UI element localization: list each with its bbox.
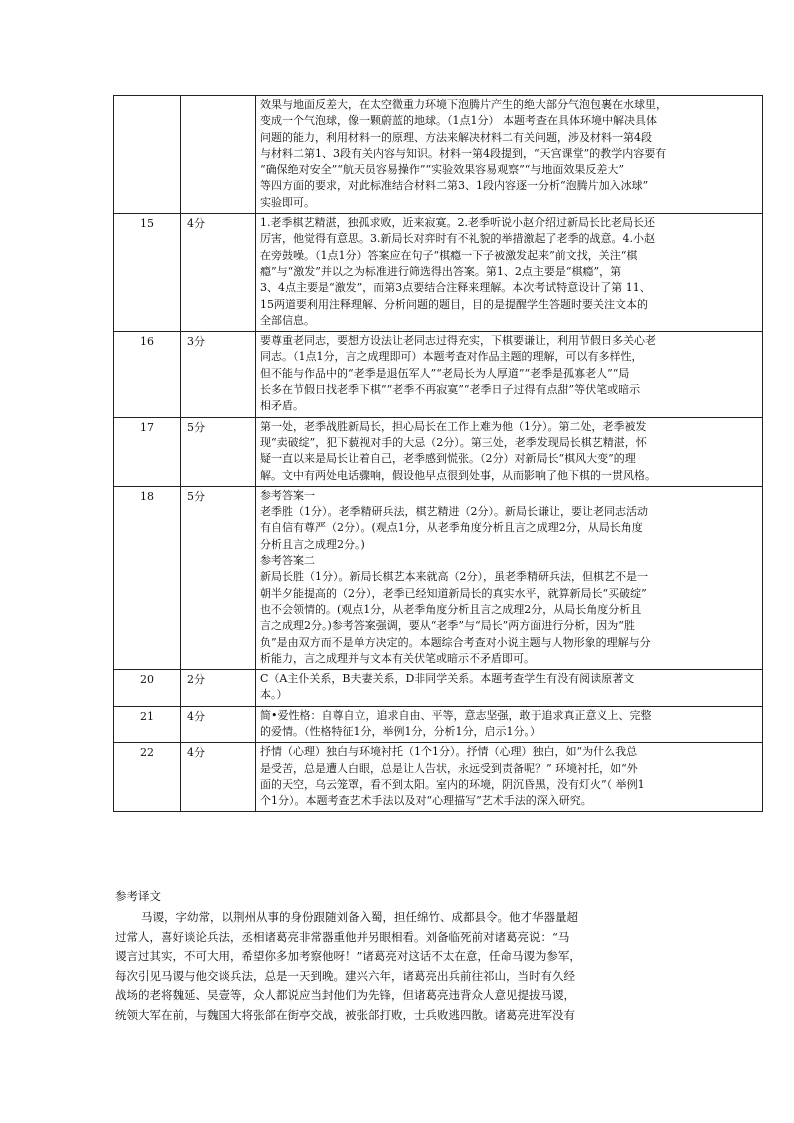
translation-line: 马谡，字幼常，以荆州从事的身份跟随刘备入蜀，担任绵竹、成都县令。他才华器量超: [141, 910, 578, 924]
answer-content: [256, 670, 763, 707]
score: 3分: [181, 332, 256, 417]
question-number: 20: [114, 670, 181, 707]
score: 4分: [181, 214, 256, 332]
answer-line: 但不能与作品中的“老季是退伍军人”“老局长为人厚道”“老季是孤寡老人”“局: [260, 366, 630, 380]
question-number: 16: [114, 332, 181, 417]
answer-line: 是受苦，总是遭人白眼，总是让人告状，永远受到责备呢？” 环境衬托，如“外: [260, 761, 638, 775]
answer-line: 全部信息。: [260, 313, 315, 327]
question-number: 17: [114, 417, 181, 486]
translation-line: 战场的老将魏延、吴壹等，众人都说应当封他们为先锋，但诸葛亮违背众人意见提拔马谡，: [115, 988, 575, 1003]
table-row: [114, 332, 763, 417]
answer-line: 个1分）。本题考查艺术手法以及对“心理描写”艺术手法的深入研究。: [260, 794, 592, 808]
question-number: 22: [114, 743, 181, 812]
table-row: [114, 486, 763, 669]
answer-line: 1.老季棋艺精湛，独孤求败，近来寂寞。2.老季听说小赵介绍过新局长比老局长还: [260, 216, 655, 230]
answer-line: 简•爱性格：自尊自立，追求自由、平等，意志坚强，敢于追求真正意义上、完整: [260, 708, 652, 722]
answer-content: [256, 743, 763, 812]
answer-content: [256, 417, 763, 486]
answer-line: 新局长胜（1分）。新局长棋艺本来就高（2分），虽老季精研兵法，但棋艺不是一: [260, 570, 648, 584]
answer-line: “确保绝对安全”“航天员容易操作”“实验效果容易观察”“与地面效果反差大”: [260, 163, 624, 177]
answer-line: 本。）: [260, 688, 288, 702]
answer-line: 等四方面的要求，对此标准结合材料二第3、1段内容逐一分析“泡腾片加入冰球”: [260, 179, 649, 193]
answer-line: 厉害，他觉得有意思。3.新局长对弈时有不礼貌的举措激起了老季的战意。4.小赵: [260, 232, 655, 246]
translation-line: 谡言过其实，不可大用，希望你多加考察他呀！”诸葛亮对这话不太在意，任命马谡为参军，: [115, 949, 581, 964]
table-row: [114, 670, 763, 707]
answer-line: 瘾”与“激发”并以之为标准进行筛选得出答案。第1、2点主要是“棋瘾”，第: [260, 264, 622, 278]
answer-line: 效果与地面反差大，在太空微重力环境下泡腾片产生的绝大部分气泡包裹在水球里，: [260, 98, 667, 111]
answer-line: 同志。（1点1分，言之成理即可）本题考查对作品主题的理解，可以有多样性，: [260, 350, 643, 364]
answer-line: 第一处，老季战胜新局长，担心局长在工作上难为他（1分）。第二处，老季被发: [260, 419, 647, 433]
answer-line: 析能力，言之成理并与文本有关伏笔或暗示不矛盾即可。: [260, 651, 535, 665]
answer-line: 面的天空，乌云笼罩，看不到太阳。室内的环境，阴沉昏黑，没有灯火”（ 举例1: [260, 777, 645, 791]
answer-line: 参考答案一: [260, 488, 315, 502]
answer-line: 负”是由双方而不是单方决定的。本题综合考查对小说主题与人物形象的理解与分: [260, 635, 651, 649]
answer-line: 变成一个气泡球，像一颗蔚蓝的地球。（1点1分） 本题考查在具体环境中解决具体: [260, 114, 657, 128]
table-row: [114, 706, 763, 743]
question-number: [114, 96, 181, 214]
score: 5分: [181, 417, 256, 486]
answer-line: 疑一直以来是局长让着自己，老季感到慌张。（2分）对新局长“棋风大变”的理: [260, 452, 636, 466]
answer-line: 实验即可。: [260, 195, 315, 209]
answer-line: 老季胜（1分）。老季精研兵法，棋艺精进（2分）。新局长谦让，要让老同志活动: [260, 505, 648, 519]
answer-line: 抒情（心理）独白与环境衬托（1个1分）。抒情（心理）独白，如“为什么我总: [260, 745, 638, 759]
answer-line: 朝半夕能提高的（2分），老季已经知道新局长的真实水平，就算新局长“买破绽”: [260, 586, 647, 600]
answer-line: 有自信有尊严（2分）。(观点1分，从老季角度分析且言之成理2分，从局长角度: [260, 521, 643, 535]
translation-title: 参考译文: [115, 889, 161, 903]
translation-line: 过常人，喜好谈论兵法，丞相诸葛亮非常器重他并另眼相看。刘备临死前对诸葛亮说：“马: [115, 929, 570, 944]
translation-line: 统领大军在前，与魏国大将张郃在街亭交战，被张郃打败，士兵败逃四散。诸葛亮进军没有: [115, 1007, 575, 1022]
answer-content: [256, 706, 763, 743]
score: 4分: [181, 706, 256, 743]
table-row: [114, 417, 763, 486]
table-row: [114, 743, 763, 812]
translation-body: [115, 908, 675, 1026]
answer-line: 也不会领情的。(观点1分，从老季角度分析且言之成理2分，从局长角度分析且: [260, 602, 642, 616]
answer-line: 现“卖破绽”，犯下藐视对手的大忌（2分）。第三处，老季发现局长棋艺精湛，怀: [260, 435, 647, 449]
answer-line: 相矛盾。: [260, 399, 304, 413]
question-number: 18: [114, 486, 181, 669]
translation-line: 每次引见马谡与他交谈兵法，总是一天到晚。建兴六年，诸葛亮出兵前往祁山，当时有久经: [115, 968, 575, 983]
score: 5分: [181, 486, 256, 669]
score: 2分: [181, 670, 256, 707]
answer-line: 解。文中有两处电话骤响，假设他早点很到处事，从而影响了他下棋的一贯风格。: [260, 468, 656, 482]
answer-line: 问题的能力，利用材料一的原理、方法来解决材料二有关问题，涉及材料一第4段: [260, 130, 652, 144]
answer-line: 言之成理2分。)参考答案强调，要从“老季”与“局长”两方面进行分析，因为“胜: [260, 619, 635, 633]
answer-line: 要尊重老同志，要想方设法让老同志过得充实，下棋要谦让，利用节假日多关心老: [260, 334, 656, 348]
answer-line: 15两道要利用注释理解、分析问题的题目，目的是提醒学生答题时要关注文本的: [260, 297, 648, 311]
question-number: 15: [114, 214, 181, 332]
answer-line: 在旁鼓噪。（1点1分）答案应在句子“棋瘾一下子被激发起来”前文找，关注“棋: [260, 248, 638, 262]
answer-content: [256, 486, 763, 669]
answer-line: 3、4点主要是“激发”，而第3点要结合注释来理解。本次考试特意设计了第 11、: [260, 281, 651, 295]
answer-line: 参考答案二: [260, 554, 315, 568]
answer-content: [256, 96, 763, 214]
question-number: 21: [114, 706, 181, 743]
answer-content: [256, 332, 763, 417]
score: 4分: [181, 743, 256, 812]
answer-line: 的爱情。（性格特征1分，举例1分，分析1分，启示1分。）: [260, 724, 541, 738]
score: [181, 96, 256, 214]
answer-line: 分析且言之成理2分。): [260, 537, 365, 551]
answer-table: [113, 95, 763, 812]
answer-line: 长多在节假日找老季下棋”“老季不再寂寞”“老季日子过得有点甜”等伏笔或暗示: [260, 383, 641, 397]
table-row: [114, 96, 763, 214]
answer-content: [256, 214, 763, 332]
answer-line: C（A主仆关系，B夫妻关系，D非同学关系。本题考查学生有没有阅读原著文: [260, 672, 635, 686]
table-row: [114, 214, 763, 332]
answer-line: 与材料二第1、3段有关内容与知识。材料一第4段提到，“天宫课堂”的教学内容要有: [260, 146, 667, 160]
